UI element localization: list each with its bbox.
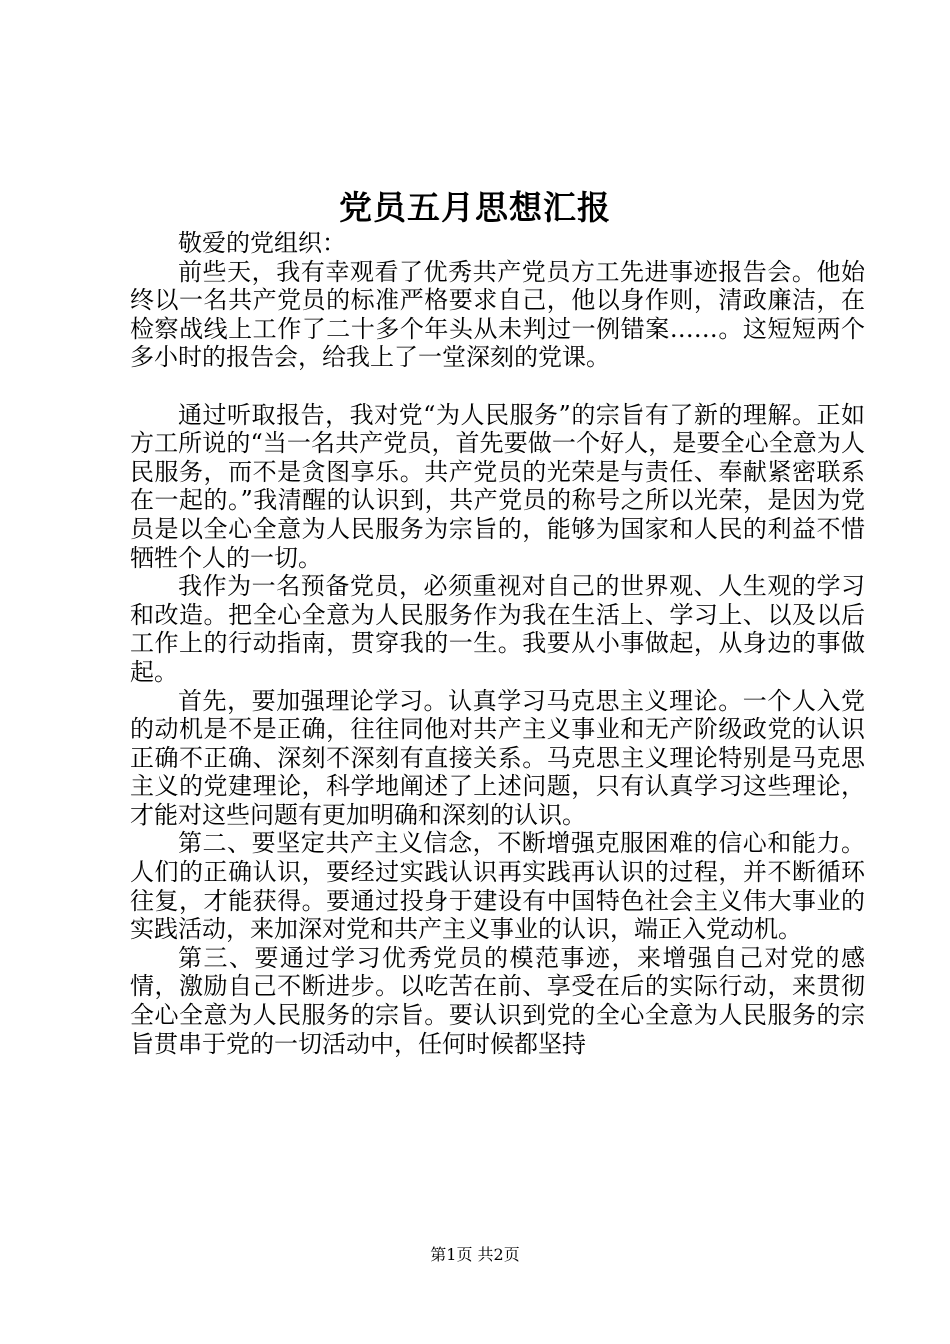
document-title: 党员五月思想汇报	[339, 188, 611, 227]
paragraph: 第二、要坚定共产主义信念，不断增强克服困难的信心和能力。人们的正确认识，要经过实践认识再实践再认识的过程，并不断循环往复，才能获得。要通过投身于建设有中国特色社会主义伟大事业的实践活动，来加深对党和共产主义事业的认识，端正入党动机。	[130, 829, 865, 944]
salutation: 敬爱的党组织：	[178, 229, 346, 257]
paragraph: 前些天，我有幸观看了优秀共产党员方工先进事迹报告会。他始终以一名共产党员的标准严格要求自己，他以身作则，清政廉洁，在检察战线上工作了二十多个年头从未判过一例错案……。这短短两个多小时的报告会，给我上了一堂深刻的党课。	[130, 257, 865, 372]
page-footer: 第1页 共2页	[430, 1245, 520, 1264]
document-body	[130, 229, 865, 1058]
paragraph: 通过听取报告，我对党“为人民服务”的宗旨有了新的理解。正如方工所说的“当一名共产党员，首先要做一个好人，是要全心全意为人民服务，而不是贪图享乐。共产党员的光荣是与责任、奉献紧密联系在一起的。”我清醒的认识到，共产党员的称号之所以光荣，是因为党员是以全心全意为人民服务为宗旨的，能够为国家和人民的利益不惜牺牲个人的一切。	[130, 400, 865, 572]
paragraph: 首先，要加强理论学习。认真学习马克思主义理论。一个人入党的动机是不是正确，往往同他对共产主义事业和无产阶级政党的认识正确不正确、深刻不深刻有直接关系。马克思主义理论特别是马克思主义的党建理论，科学地阐述了上述问题，只有认真学习这些理论，才能对这些问题有更加明确和深刻的认识。	[130, 686, 865, 829]
paragraph: 我作为一名预备党员，必须重视对自己的世界观、人生观的学习和改造。把全心全意为人民服务作为我在生活上、学习上、以及以后工作上的行动指南，贯穿我的一生。我要从小事做起，从身边的事做起。	[130, 572, 865, 686]
paragraph: 第三、要通过学习优秀党员的模范事迹，来增强自己对党的感情，激励自己不断进步。以吃苦在前、享受在后的实际行动，来贯彻全心全意为人民服务的宗旨。要认识到党的全心全意为人民服务的宗旨贯串于党的一切活动中，任何时候都坚持	[130, 943, 865, 1058]
